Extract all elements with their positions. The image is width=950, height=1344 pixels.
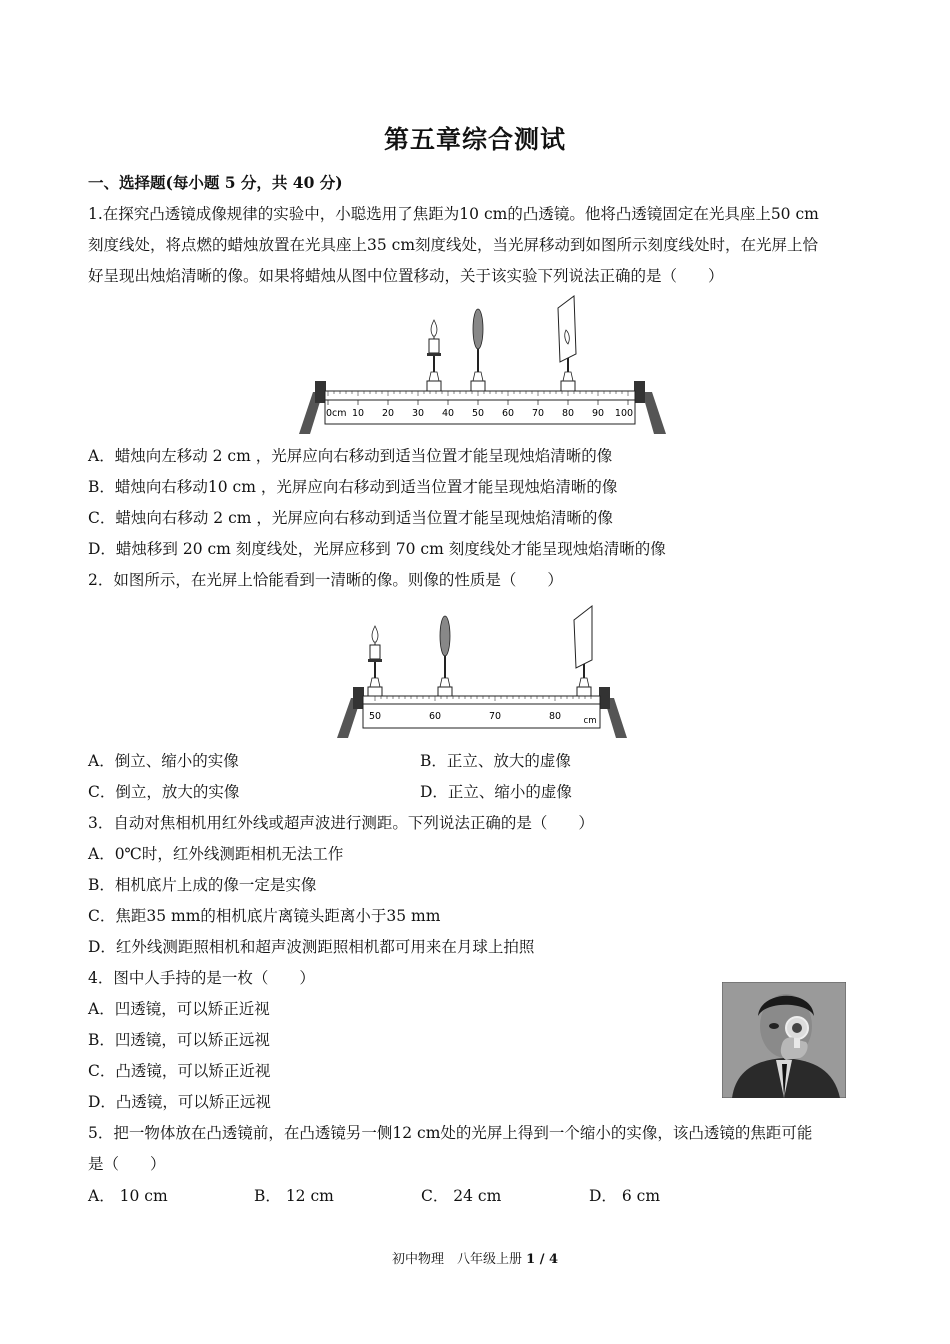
q2-tick-label: 50 (368, 711, 382, 722)
q1-option-d: D．蜡烛移到 20 cm 刻度线处，光屏应移到 70 cm 刻度线处才能呈现烛焰清晰的像 (88, 540, 666, 558)
q1-tick-label: 40 (441, 408, 455, 419)
q2-rail (363, 696, 600, 704)
q2-left-end-block (353, 687, 364, 709)
q3-option-b: B．相机底片上成的像一定是实像 (88, 876, 317, 894)
q5-option-d: D． 6 cm (589, 1187, 661, 1205)
q2-option-a: A．倒立、缩小的实像 (88, 752, 239, 770)
q1-tick-label: 30 (411, 408, 425, 419)
q1-tick-label: 80 (561, 408, 575, 419)
q5-stem-line-1: 5．把一物体放在凸透镜前，在凸透镜另一侧12 cm处的光屏上得到一个缩小的实像，该凸透镜的焦距可能 (88, 1124, 813, 1142)
q3-option-c: C．焦距35 mm的相机底片离镜头距离小于35 mm (88, 907, 441, 925)
q1-convex-lens (471, 309, 485, 391)
q5-option-a: A． 10 cm (88, 1187, 168, 1205)
q2-scale-board (363, 704, 600, 728)
q5-option-b: B． 12 cm (254, 1187, 334, 1205)
q1-right-end-block (634, 381, 645, 403)
q4-option-d: D．凸透镜，可以矫正远视 (88, 1093, 271, 1111)
page-title: 第五章综合测试 (383, 125, 566, 154)
q2-stem: 2．如图所示，在光屏上恰能看到一清晰的像。则像的性质是（ ） (88, 571, 563, 589)
q1-left-end-block (315, 381, 326, 403)
q2-option-d: D．正立、缩小的虚像 (420, 783, 572, 801)
q4-option-a: A．凹透镜，可以矫正近视 (88, 1000, 270, 1018)
q1-tick-label: 10 (351, 408, 365, 419)
q2-option-c: C．倒立，放大的实像 (88, 783, 240, 801)
q1-stem-line-3: 好呈现出烛焰清晰的像。如果将蜡烛从图中位置移动，关于该实验下列说法正确的是（ ） (88, 267, 724, 285)
q1-rail (325, 391, 635, 400)
q1-tick-label: 20 (381, 408, 395, 419)
q5-stem-line-2: 是（ ） (88, 1155, 166, 1173)
page-number: 1 / 4 (526, 1252, 559, 1267)
q2-candle (368, 626, 382, 696)
q1-tick-label: 100 (614, 408, 634, 419)
q2-option-b: B．正立、放大的虚像 (420, 752, 571, 770)
page-footer (0, 1248, 950, 1267)
q2-tick-label: cm (583, 716, 597, 726)
q1-tick-label: 0cm (326, 408, 347, 419)
q2-right-end-block (599, 687, 610, 709)
q1-light-screen (558, 296, 576, 391)
q3-option-a: A．0℃时，红外线测距相机无法工作 (88, 845, 344, 863)
q1-stem-line-2: 刻度线处，将点燃的蜡烛放置在光具座上35 cm刻度线处，当光屏移动到如图所示刻度线处时，在光屏上恰 (88, 236, 819, 254)
q2-tick-label: 70 (488, 711, 502, 722)
q2-tick-label: 60 (428, 711, 442, 722)
q4-option-c: C．凸透镜，可以矫正近视 (88, 1062, 271, 1080)
q1-candle (427, 320, 441, 391)
q2-tick-label: 80 (548, 711, 562, 722)
q1-option-a: A．蜡烛向左移动 2 cm ，光屏应向右移动到适当位置才能呈现烛焰清晰的像 (88, 447, 613, 465)
q1-right-leg (642, 392, 666, 434)
q1-option-b: B．蜡烛向右移动10 cm ，光屏应向右移动到适当位置才能呈现烛焰清晰的像 (88, 478, 618, 496)
q3-option-d: D．红外线测距照相机和超声波测距照相机都可用来在月球上拍照 (88, 938, 535, 956)
q3-stem: 3．自动对焦相机用红外线或超声波进行测距。下列说法正确的是（ ） (88, 814, 594, 832)
q5-option-c: C． 24 cm (421, 1187, 502, 1205)
q2-light-screen (574, 606, 592, 696)
q2-optical-bench-figure (334, 602, 630, 742)
q1-tick-label: 90 (591, 408, 605, 419)
q1-optical-bench-figure (296, 292, 668, 438)
q4-option-b: B．凹透镜，可以矫正远视 (88, 1031, 270, 1049)
q4-man-holding-lens-photo (722, 982, 846, 1098)
q1-tick-label: 60 (501, 408, 515, 419)
q4-stem: 4．图中人手持的是一枚（ ） (88, 969, 315, 987)
q1-stem-line-1: 1.在探究凸透镜成像规律的实验中，小聪选用了焦距为10 cm的凸透镜。他将凸透镜固定在光具座上50 cm (88, 205, 819, 223)
q1-tick-label: 70 (531, 408, 545, 419)
q1-option-c: C．蜡烛向右移动 2 cm ，光屏应向右移动到适当位置才能呈现烛焰清晰的像 (88, 509, 613, 527)
q1-tick-label: 50 (471, 408, 485, 419)
q2-convex-lens (438, 616, 452, 696)
section-title: 一、选择题(每小题 5 分，共 40 分) (88, 173, 343, 192)
footer-text: 初中物理 八年级上册 (391, 1252, 527, 1267)
